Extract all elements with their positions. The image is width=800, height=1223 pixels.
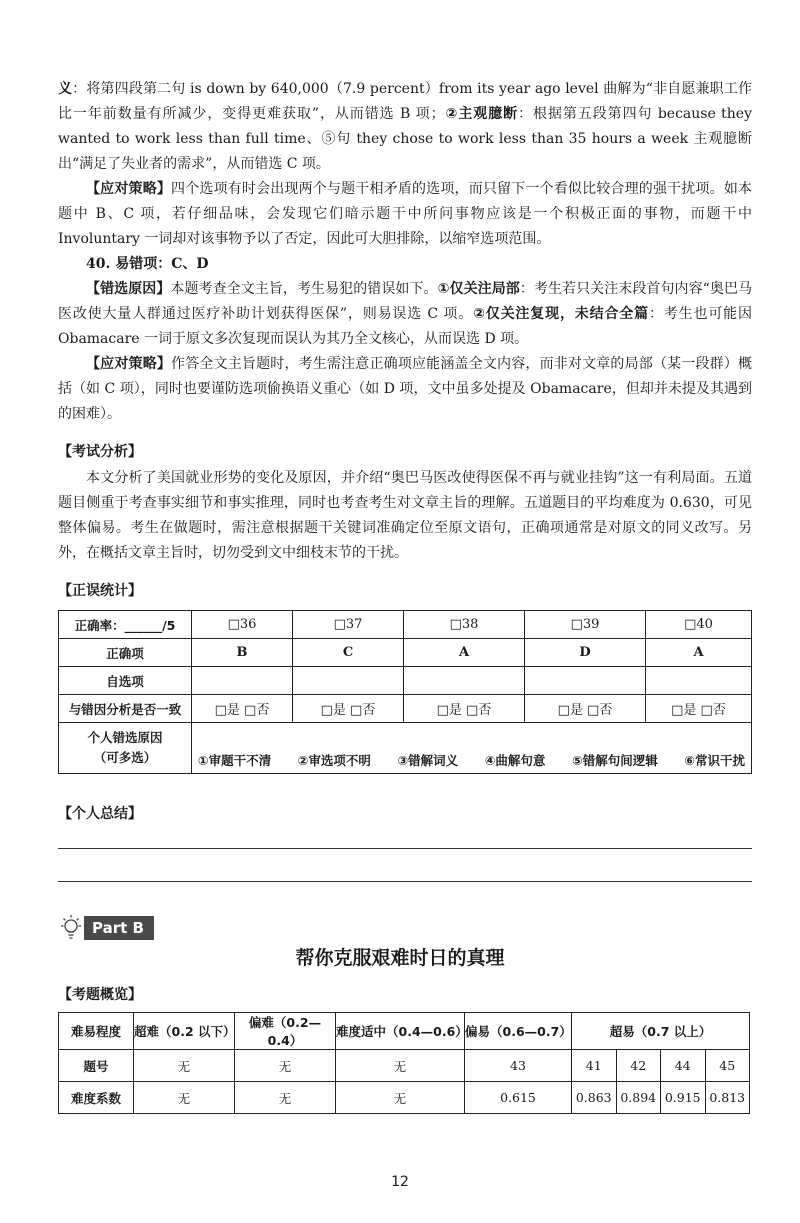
reason-label-1: 个人错选原因 bbox=[87, 730, 163, 745]
answer-cell: A bbox=[646, 639, 752, 667]
overview-title: 【考题概览】 bbox=[58, 987, 142, 1003]
part-b-tag: Part B bbox=[84, 916, 154, 940]
para-wrong-cause-continued bbox=[58, 77, 752, 177]
exam-analysis-title: 【考试分析】 bbox=[58, 444, 142, 460]
yes-no-checkbox[interactable]: □是 □否 bbox=[293, 695, 404, 723]
stats-table bbox=[58, 610, 752, 774]
answer-cell: B bbox=[192, 639, 293, 667]
level-cell: 超难（0.2 以下） bbox=[134, 1013, 235, 1050]
reasons-cell bbox=[192, 723, 752, 774]
overview-table bbox=[58, 1012, 750, 1114]
coef-cell: 无 bbox=[134, 1082, 235, 1114]
answer-cell: D bbox=[525, 639, 646, 667]
correct-rate-cell[interactable]: 正确率：______/5 bbox=[59, 611, 192, 639]
table-row bbox=[59, 723, 752, 774]
coef-cell: 无 bbox=[336, 1082, 465, 1114]
level-cell: 难度适中（0.4—0.6） bbox=[336, 1013, 465, 1050]
para-strategy-40 bbox=[58, 352, 752, 427]
row-label: 与错因分析是否一致 bbox=[59, 695, 192, 723]
chosen-cell[interactable] bbox=[525, 667, 646, 695]
table-row bbox=[59, 1082, 750, 1114]
para-strategy-39 bbox=[58, 177, 752, 252]
header-cell: 题号 bbox=[59, 1050, 134, 1082]
reason-option[interactable]: ③错解词义 bbox=[397, 753, 459, 768]
para-text: ：将第四段第二句 is down by 640,000（7.9 percent）from its year ago level 曲解为“非自愿兼职工作比一年前数量有所减少，变得更难获取”，从而错选 B 项； bbox=[58, 81, 752, 122]
reason-option[interactable]: ②审选项不明 bbox=[297, 753, 371, 768]
q39-checkbox[interactable]: □39 bbox=[525, 611, 646, 639]
yes-no-checkbox[interactable]: □是 □否 bbox=[404, 695, 525, 723]
chosen-cell[interactable] bbox=[404, 667, 525, 695]
header-cell: 难度系数 bbox=[59, 1082, 134, 1114]
reason-label-2: （可多选） bbox=[93, 750, 157, 765]
reason-option[interactable]: ④曲解句意 bbox=[484, 753, 546, 768]
num-cell: 无 bbox=[235, 1050, 336, 1082]
reason-option[interactable]: ⑥常识干扰 bbox=[684, 753, 745, 768]
q38-checkbox[interactable]: □38 bbox=[404, 611, 525, 639]
para-text: 四个选项有时会出现两个与题干相矛盾的选项，而只留下一个看似比较合理的强干扰项。如本题中 B、C 项，若仔细品味，会发现它们暗示题干中所问事物应该是一个积极正面的事物，而题干中 Involuntary 一词却对该事物予以了否定，因此可大胆排除，以缩窄选项范围。 bbox=[58, 181, 753, 247]
para-label: 【应对策略】 bbox=[86, 181, 172, 197]
num-cell: 43 bbox=[465, 1050, 572, 1082]
lightbulb-icon bbox=[58, 914, 84, 942]
q40-checkbox[interactable]: □40 bbox=[646, 611, 752, 639]
row-label: 正确项 bbox=[59, 639, 192, 667]
table-row bbox=[59, 639, 752, 667]
reason-option[interactable]: ①审题干不清 bbox=[198, 753, 272, 768]
num-cell: 无 bbox=[336, 1050, 465, 1082]
coef-cell: 0.915 bbox=[661, 1082, 706, 1114]
level-cell: 超易（0.7 以上） bbox=[572, 1013, 750, 1050]
coef-cell: 0.615 bbox=[465, 1082, 572, 1114]
para-text: 作答全文主旨题时，考生需注意正确项应能涵盖全文内容，而非对文章的局部（某一段群）概括（如 C 项），同时也要谨防选项偷换语义重心（如 D 项，文中虽多处提及 Obamacare，但却并未提及其遇到的困难）。 bbox=[58, 356, 753, 422]
answer-cell: C bbox=[293, 639, 404, 667]
para-label: ②仅关注复现，未结合全篇 bbox=[473, 306, 649, 322]
row-label bbox=[59, 723, 192, 774]
para-label: ②主观臆断 bbox=[444, 106, 519, 122]
para-lead: 义 bbox=[58, 81, 73, 97]
coef-cell: 0.894 bbox=[616, 1082, 661, 1114]
q36-checkbox[interactable]: □36 bbox=[192, 611, 293, 639]
header-cell: 难易程度 bbox=[59, 1013, 134, 1050]
question-40-title: 40. 易错项：C、D bbox=[86, 256, 209, 272]
table-row bbox=[59, 611, 752, 639]
row-label: 自选项 bbox=[59, 667, 192, 695]
summary-line[interactable] bbox=[58, 848, 752, 849]
table-row bbox=[59, 667, 752, 695]
q37-checkbox[interactable]: □37 bbox=[293, 611, 404, 639]
para-text: 本题考查全文主旨，考生易犯的错误如下。 bbox=[170, 281, 438, 297]
part-b-header bbox=[58, 914, 154, 942]
table-row bbox=[59, 695, 752, 723]
exam-analysis-text: 本文分析了美国就业形势的变化及原因，并介绍“奥巴马医改使得医保不再与就业挂钩”这一有利局面。五道题目侧重于考查事实细节和事实推理，同时也考查考生对文章主旨的理解。五道题目的平均难度为 0.630，可见整体偏易。考生在做题时，需注意根据题干关键词准确定位至原文语句，正确项通常是对原文的同义改写。另外，在概括文章主旨时，切勿受到文中细枝末节的干扰。 bbox=[58, 470, 752, 561]
answer-cell: A bbox=[404, 639, 525, 667]
table-row bbox=[59, 1013, 750, 1050]
page-number: 12 bbox=[391, 1174, 409, 1190]
level-cell: 偏难（0.2—0.4） bbox=[235, 1013, 336, 1050]
coef-cell: 0.813 bbox=[705, 1082, 750, 1114]
chosen-cell[interactable] bbox=[646, 667, 752, 695]
num-cell: 42 bbox=[616, 1050, 661, 1082]
chosen-cell[interactable] bbox=[192, 667, 293, 695]
summary-title: 【个人总结】 bbox=[58, 806, 142, 822]
reason-option[interactable]: ⑤错解句间逻辑 bbox=[572, 753, 658, 768]
level-cell: 偏易（0.6—0.7） bbox=[465, 1013, 572, 1050]
part-b-title: 帮你克服艰难时日的真理 bbox=[295, 947, 505, 969]
para-text: ：考生若只关注末段首句内容“奥巴马医改使大量人群通过医疗补助计划获得医保”，则易误选 C 项。 bbox=[58, 281, 753, 322]
coef-cell: 0.863 bbox=[572, 1082, 617, 1114]
stats-title: 【正误统计】 bbox=[58, 583, 142, 599]
yes-no-checkbox[interactable]: □是 □否 bbox=[525, 695, 646, 723]
para-text: ：根据第五段第四句 because they wanted to work less than full time、⑤句 they chose to work less than 35 hours a week 主观臆断出“满足了失业者的需求”，从而错选 C 项。 bbox=[58, 106, 752, 172]
num-cell: 44 bbox=[661, 1050, 706, 1082]
para-label: 【错选原因】 bbox=[86, 281, 171, 297]
num-cell: 45 bbox=[705, 1050, 750, 1082]
para-label: ①仅关注局部 bbox=[437, 281, 520, 297]
num-cell: 41 bbox=[572, 1050, 617, 1082]
chosen-cell[interactable] bbox=[293, 667, 404, 695]
num-cell: 无 bbox=[134, 1050, 235, 1082]
para-text: ：考生也可能因 Obamacare 一词于原文多次复现而误认为其乃全文核心，从而误选 D 项。 bbox=[58, 306, 752, 347]
summary-line[interactable] bbox=[58, 881, 752, 882]
table-row bbox=[59, 1050, 750, 1082]
para-wrong-cause-40 bbox=[58, 277, 752, 352]
yes-no-checkbox[interactable]: □是 □否 bbox=[192, 695, 293, 723]
coef-cell: 无 bbox=[235, 1082, 336, 1114]
yes-no-checkbox[interactable]: □是 □否 bbox=[646, 695, 752, 723]
para-label: 【应对策略】 bbox=[86, 356, 172, 372]
